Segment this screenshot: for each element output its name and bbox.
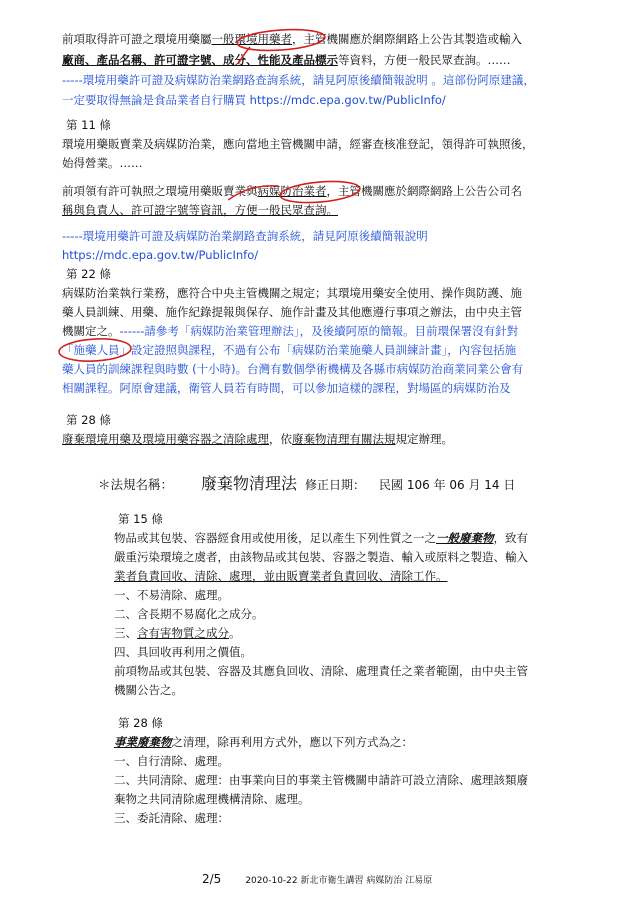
waste-15-text: 物品或其包裝、容器經食用或使用後，足以產生下列性質之一之 bbox=[114, 531, 436, 545]
law-name-label: ＊法規名稱： bbox=[98, 477, 174, 492]
amend-date: 民國 106 年 06 月 14 日 bbox=[379, 478, 516, 492]
article-22-line-4: 「施藥人員」設定證照與課程，不過有公布「病媒防治業施藥人員訓練計畫」，內容包括施 bbox=[62, 343, 517, 357]
waste-15-line-3 bbox=[114, 568, 448, 584]
article-11-line-4 bbox=[62, 202, 338, 218]
article-22-heading: 第 22 條 bbox=[66, 267, 111, 281]
intro-note-line-2: 一定要取得無論是食品業者自行購買 https://mdc.epa.gov.tw/PublicInfo/ bbox=[62, 93, 446, 107]
article-11-text: ，主管機關應於網際網路上公告公司名 bbox=[326, 184, 522, 198]
law-header bbox=[98, 471, 515, 494]
public-query-phrase: ，方便一般民眾查詢。 bbox=[223, 203, 338, 217]
waste-28-item-2-cont: 棄物之共同清除處理機構清除、處理。 bbox=[114, 792, 310, 806]
license-info-phrase: 稱與負責人、許可證字號等資訊 bbox=[62, 203, 223, 217]
article-11-line-2: 始得營業。…… bbox=[62, 156, 143, 170]
law-name: 廢棄物清理法 bbox=[201, 474, 298, 493]
general-waste-term: 一般廢棄物 bbox=[436, 531, 494, 545]
waste-15-item-3 bbox=[114, 625, 241, 641]
hazardous-substance-phrase: 含有害物質之成分 bbox=[137, 626, 229, 640]
article-22-note: ------請參考「病媒防治業管理辦法」，及後續阿原的簡報。目前環保署沒有針對 bbox=[119, 324, 519, 338]
intro-line-1 bbox=[62, 31, 522, 47]
article-22-text: 機關定之。 bbox=[62, 324, 120, 338]
article-11-heading: 第 11 條 bbox=[66, 118, 111, 132]
intro-line-2 bbox=[62, 52, 511, 68]
article-28-line bbox=[62, 431, 453, 447]
article-11-line-3 bbox=[62, 183, 522, 199]
intro-text: 前項取得許可證之環境用藥屬 bbox=[62, 32, 212, 46]
article-28-text: 規定辦理。 bbox=[395, 432, 453, 446]
waste-15-line-2: 嚴重污染環境之虞者，由該物品或其包裝、容器之製造、輸入或原料之製造、輸入 bbox=[114, 550, 528, 564]
waste-28-item-1: 一、自行清除、處理。 bbox=[114, 754, 229, 768]
page-footer bbox=[202, 872, 432, 886]
waste-15-line-4: 前項物品或其包裝、容器及其應負回收、清除、處理責任之業者範圍，由中央主管 bbox=[114, 664, 528, 678]
article-22-line-5: 藥人員的訓練課程與時數 (十小時)。台灣有數個學術機構及各縣市病媒防治商業同業公會有 bbox=[62, 362, 524, 376]
waste-law-phrase: 廢棄物清理有關法規 bbox=[292, 432, 396, 446]
intro-text: ，主管機關應於網際網路上公告其製造或輸入 bbox=[292, 32, 522, 46]
footer-info: 2020-10-22 新北市衛生講習 病媒防治 江易原 bbox=[245, 876, 433, 886]
waste-28-text: 之清理，除再利用方式外，應以下列方式為之： bbox=[171, 735, 413, 749]
article-28-heading: 第 28 條 bbox=[66, 413, 111, 427]
article-11-line-1: 環境用藥販賣業及病媒防治業，應向當地主管機關申請，經審查核准登記，領得許可執照後， bbox=[62, 137, 534, 151]
waste-15-line-5: 機關公告之。 bbox=[114, 683, 183, 697]
article-28-text: ，依 bbox=[269, 432, 292, 446]
waste-article-28-heading: 第 28 條 bbox=[118, 716, 163, 730]
waste-15-text: ，致有 bbox=[493, 531, 528, 545]
article-22-line-3 bbox=[62, 323, 518, 339]
waste-article-15-heading: 第 15 條 bbox=[118, 512, 163, 526]
article-22-line-1: 病媒防治業執行業務，應符合中央主管機關之規定；其環境用藥安全使用、操作與防護、施 bbox=[62, 286, 522, 300]
waste-15-text: 三、 bbox=[114, 626, 137, 640]
waste-15-line-1 bbox=[114, 530, 528, 546]
article-11-text: 前項領有許可執照之環境用藥販賣業與 bbox=[62, 184, 258, 198]
waste-pesticide-disposal-phrase: 廢棄環境用藥及環境用藥容器之清除處理 bbox=[62, 432, 269, 446]
general-env-pesticide-phrase: 一般環境用藥者 bbox=[211, 32, 292, 46]
waste-28-line-1 bbox=[114, 734, 413, 750]
waste-15-item-4: 四、具回收再利用之價值。 bbox=[114, 645, 252, 659]
waste-28-item-3: 三、委託清除、處理： bbox=[114, 811, 229, 825]
pest-control-business-phrase: 病媒防治業者 bbox=[257, 184, 327, 198]
business-waste-term: 事業廢棄物 bbox=[114, 735, 172, 749]
amend-date-label: 修正日期： bbox=[305, 478, 366, 492]
seller-recycle-phrase: 販賣業者負責回收、清除工作。 bbox=[286, 569, 448, 583]
waste-15-item-2: 二、含長期不易腐化之成分。 bbox=[114, 607, 264, 621]
article-22-line-2: 藥人員訓練、用藥、施作紀錄提報與保存、施作計畫及其他應遵行事項之辦法，由中央主管 bbox=[62, 305, 522, 319]
intro-text: 等資料，方便一般民眾查詢。…… bbox=[338, 53, 511, 67]
page-number: 2/5 bbox=[202, 872, 222, 886]
intro-note-line-1: -----環境用藥許可證及病媒防治業網路查詢系統，請見阿原後續簡報說明 。這部份阿原建議， bbox=[62, 73, 535, 87]
product-info-phrase: 廠商、產品名稱、許可證字號、成分、性能及產品標示 bbox=[62, 53, 338, 67]
waste-15-text: ，並由 bbox=[252, 569, 287, 583]
waste-28-item-2: 二、共同清除、處理：由事業向目的事業主管機關申請許可設立清除、處理該類廢 bbox=[114, 773, 528, 787]
waste-15-item-1: 一、不易清除、處理。 bbox=[114, 588, 229, 602]
article-22-line-6: 相關課程。阿原會建議，衛管人員若有時間，可以參加這樣的課程，對場區的病媒防治及 bbox=[62, 381, 511, 395]
article-11-note-line-1: -----環境用藥許可證及病媒防治業網路查詢系統，請見阿原後續簡報說明 bbox=[62, 229, 428, 243]
manufacturer-recycle-phrase: 業者負責回收、清除、處理 bbox=[114, 569, 252, 583]
waste-15-text: 。 bbox=[229, 626, 241, 640]
article-11-note-line-2: https://mdc.epa.gov.tw/PublicInfo/ bbox=[62, 248, 259, 262]
